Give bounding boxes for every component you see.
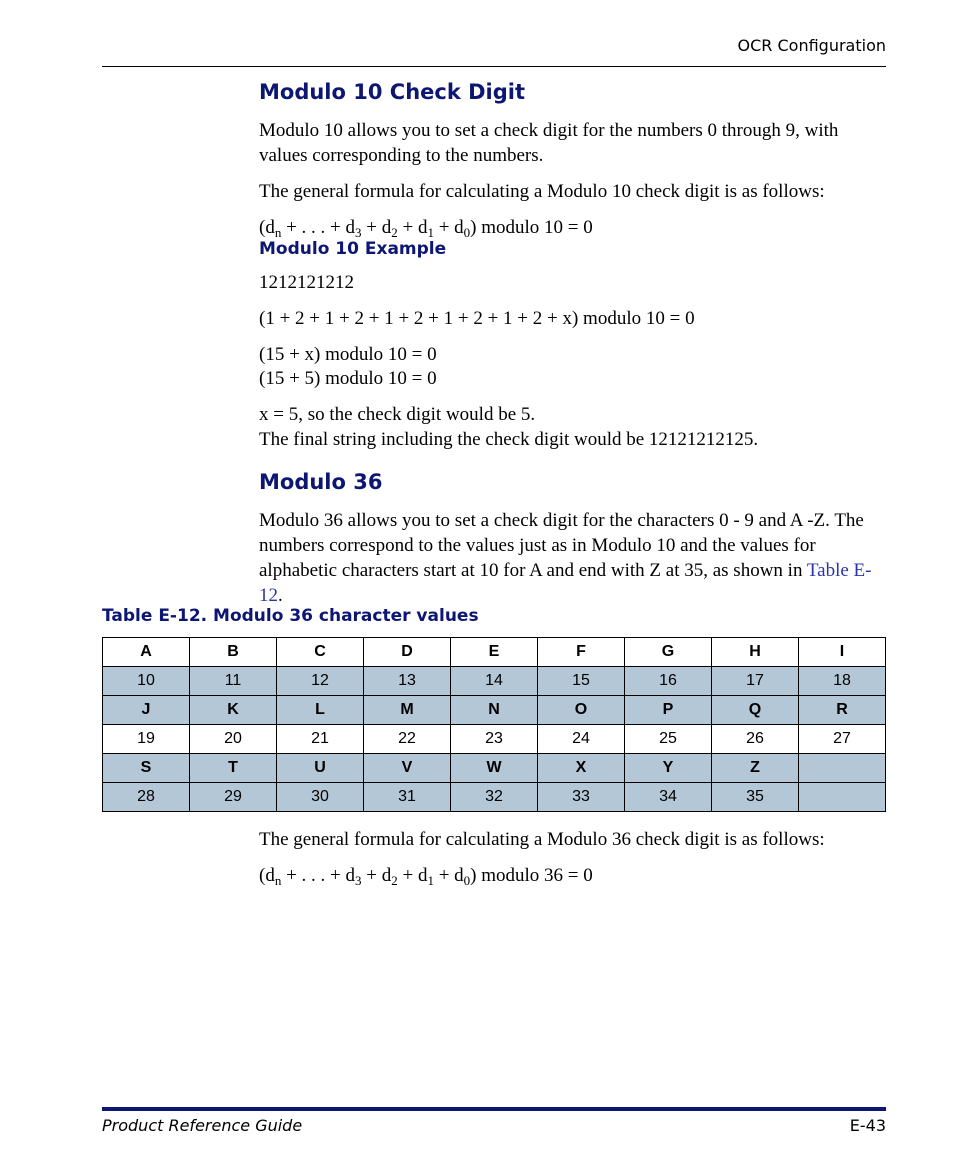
example-step-1: (15 + x) modulo 10 = 0: [259, 344, 437, 365]
table-cell: N: [451, 696, 538, 725]
table-cell: 32: [451, 783, 538, 812]
table-cell: 11: [190, 667, 277, 696]
table-cell: 29: [190, 783, 277, 812]
table-cell: C: [277, 638, 364, 667]
table-cell: E: [451, 638, 538, 667]
mod10-formula-intro: The general formula for calculating a Modulo 10 check digit is as follows:: [259, 181, 825, 202]
table-cell: G: [625, 638, 712, 667]
table-cell: 19: [103, 725, 190, 754]
table-row: [103, 783, 886, 812]
table-cell: Y: [625, 754, 712, 783]
table-cell: 24: [538, 725, 625, 754]
table-cell: 15: [538, 667, 625, 696]
table-cell: 16: [625, 667, 712, 696]
table-cell: 31: [364, 783, 451, 812]
table-cell: [799, 754, 886, 783]
table-cell: 12: [277, 667, 364, 696]
mod10-heading: Modulo 10 Check Digit: [259, 80, 526, 104]
table-cell: P: [625, 696, 712, 725]
table-cell: 33: [538, 783, 625, 812]
example-sum: (1 + 2 + 1 + 2 + 1 + 2 + 1 + 2 + 1 + 2 + x) modulo 10 = 0: [259, 308, 695, 329]
table-row: [103, 696, 886, 725]
table-cell: L: [277, 696, 364, 725]
mod36-formula-intro: The general formula for calculating a Modulo 36 check digit is as follows:: [259, 829, 825, 850]
table-cell: 28: [103, 783, 190, 812]
table-cell: H: [712, 638, 799, 667]
table-cell: 30: [277, 783, 364, 812]
table-cell: 14: [451, 667, 538, 696]
table-cell: B: [190, 638, 277, 667]
table-caption: Table E-12. Modulo 36 character values: [102, 606, 479, 626]
mod36-formula: ($d_n$ + . . . + $d_3 + d_2 + d_1 + d_0$) modulo 36 = 0: [259, 865, 593, 888]
table-cell: 18: [799, 667, 886, 696]
table-cell: 20: [190, 725, 277, 754]
table-cell: X: [538, 754, 625, 783]
table-cell: 21: [277, 725, 364, 754]
mod10-intro: Modulo 10 allows you to set a check digit for the numbers 0 through 9, with values corresponding to the numbers.: [259, 120, 839, 166]
example-step-2: (15 + 5) modulo 10 = 0: [259, 368, 437, 389]
table-cell: F: [538, 638, 625, 667]
table-row: [103, 754, 886, 783]
table-cell: 27: [799, 725, 886, 754]
table-cell: W: [451, 754, 538, 783]
table-cell: S: [103, 754, 190, 783]
header-rule: [102, 66, 886, 67]
table-cell: Q: [712, 696, 799, 725]
page-number: E-43: [849, 1116, 886, 1135]
table-cell: J: [103, 696, 190, 725]
table-cell: 26: [712, 725, 799, 754]
table-cell: Z: [712, 754, 799, 783]
table-cell: 23: [451, 725, 538, 754]
table-cell: 22: [364, 725, 451, 754]
table-cell: O: [538, 696, 625, 725]
table-cell: I: [799, 638, 886, 667]
table-cell: K: [190, 696, 277, 725]
table-cell: U: [277, 754, 364, 783]
table-cell: V: [364, 754, 451, 783]
result-line-1: x = 5, so the check digit would be 5.: [259, 404, 536, 425]
table-cell: 17: [712, 667, 799, 696]
table-cell: 34: [625, 783, 712, 812]
table-cell: 13: [364, 667, 451, 696]
table-cell: 10: [103, 667, 190, 696]
table-cell: A: [103, 638, 190, 667]
mod36-heading: Modulo 36: [259, 470, 383, 494]
mod10-example-heading: Modulo 10 Example: [259, 239, 447, 259]
table-cell: [799, 783, 886, 812]
example-number: 1212121212: [259, 272, 354, 293]
mod36-intro: Modulo 36 allows you to set a check digit for the characters 0 - 9 and A -Z. The numbers correspond to the values just as in Modulo 10 and the values for alphabetic characters start at 10 for A and end with Z at 35, as shown in Table E-12.: [259, 510, 872, 606]
table-row: [103, 725, 886, 754]
table-cell: D: [364, 638, 451, 667]
footer-rule: [102, 1107, 886, 1111]
table-cell: T: [190, 754, 277, 783]
mod10-formula: ($d_n$ + . . . + $d_3 + d_2 + d_1 + d_0$) modulo 10 = 0: [259, 217, 593, 240]
table-row: [103, 638, 886, 667]
table-cell: M: [364, 696, 451, 725]
table-row: [103, 667, 886, 696]
table-cell: 25: [625, 725, 712, 754]
modulo36-table: [102, 637, 886, 812]
table-cell: 35: [712, 783, 799, 812]
table-link[interactable]: Table E-12: [259, 560, 872, 606]
running-header: OCR Configuration: [737, 36, 886, 55]
result-line-2: The final string including the check digit would be 12121212125.: [259, 429, 759, 450]
footer-guide-title: Product Reference Guide: [102, 1116, 303, 1135]
table-cell: R: [799, 696, 886, 725]
